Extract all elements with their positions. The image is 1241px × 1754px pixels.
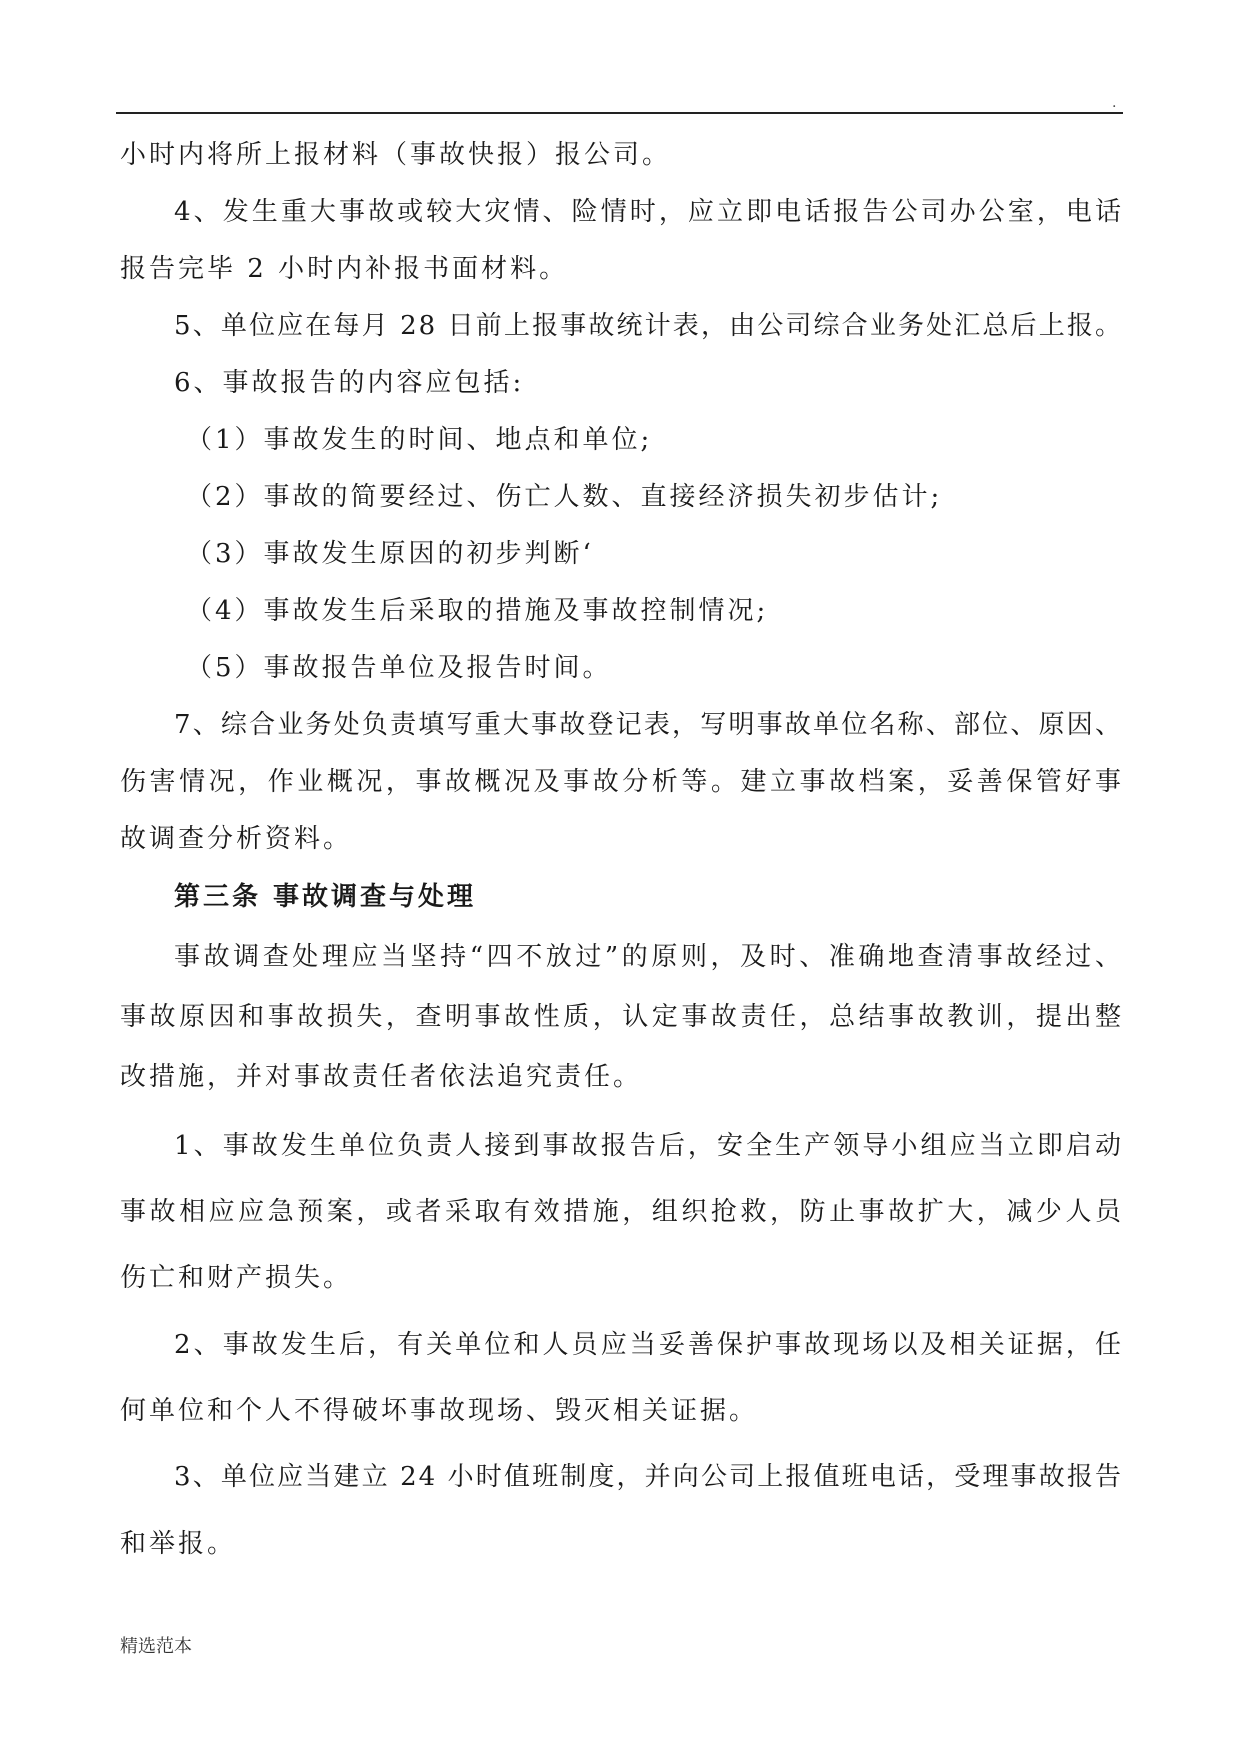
paragraph-line: 事故原因和事故损失，查明事故性质，认定事故责任，总结事故教训，提出整 <box>120 1002 1123 1032</box>
paragraph-line: 报告完毕 2 小时内补报书面材料。 <box>120 254 569 284</box>
list-item: （1）事故发生的时间、地点和单位; <box>186 425 653 455</box>
list-item: （5）事故报告单位及报告时间。 <box>186 653 612 683</box>
paragraph-line: 2、事故发生后，有关单位和人员应当妥善保护事故现场以及相关证据，任 <box>174 1330 1123 1360</box>
paragraph-line: 7、综合业务处负责填写重大事故登记表，写明事故单位名称、部位、原因、 <box>174 710 1123 740</box>
paragraph-line: 小时内将所上报材料（事故快报）报公司。 <box>120 140 672 170</box>
paragraph-line: 事故调查处理应当坚持“四不放过”的原则，及时、准确地查清事故经过、 <box>174 942 1123 972</box>
list-item: （4）事故发生后采取的措施及事故控制情况; <box>186 596 769 626</box>
header-dot: . <box>1112 95 1117 111</box>
paragraph-line: 故调查分析资料。 <box>120 824 353 854</box>
paragraph-line: 4、发生重大事故或较大灾情、险情时，应立即电话报告公司办公室，电话 <box>174 197 1123 227</box>
paragraph-line: 和举报。 <box>120 1529 237 1559</box>
paragraph-line: 6、事故报告的内容应包括: <box>174 368 525 398</box>
paragraph-line: 改措施，并对事故责任者依法追究责任。 <box>120 1062 643 1092</box>
section-heading: 第三条 事故调查与处理 <box>174 882 477 912</box>
list-item: （2）事故的简要经过、伤亡人数、直接经济损失初步估计; <box>186 482 943 512</box>
paragraph-line: 5、单位应在每月 28 日前上报事故统计表，由公司综合业务处汇总后上报。 <box>174 311 1123 341</box>
header-rule <box>116 112 1123 114</box>
paragraph-line: 事故相应应急预案，或者采取有效措施，组织抢救，防止事故扩大，减少人员 <box>120 1197 1123 1227</box>
paragraph-line: 何单位和个人不得破坏事故现场、毁灭相关证据。 <box>120 1396 759 1426</box>
footer-text: 精选范本 <box>120 1636 192 1657</box>
paragraph-line: 伤亡和财产损失。 <box>120 1263 353 1293</box>
paragraph-line: 1、事故发生单位负责人接到事故报告后，安全生产领导小组应当立即启动 <box>174 1131 1123 1161</box>
list-item: （3）事故发生原因的初步判断‘ <box>186 539 594 569</box>
paragraph-line: 3、单位应当建立 24 小时值班制度，并向公司上报值班电话，受理事故报告 <box>174 1462 1123 1492</box>
paragraph-line: 伤害情况，作业概况，事故概况及事故分析等。建立事故档案，妥善保管好事 <box>120 767 1123 797</box>
